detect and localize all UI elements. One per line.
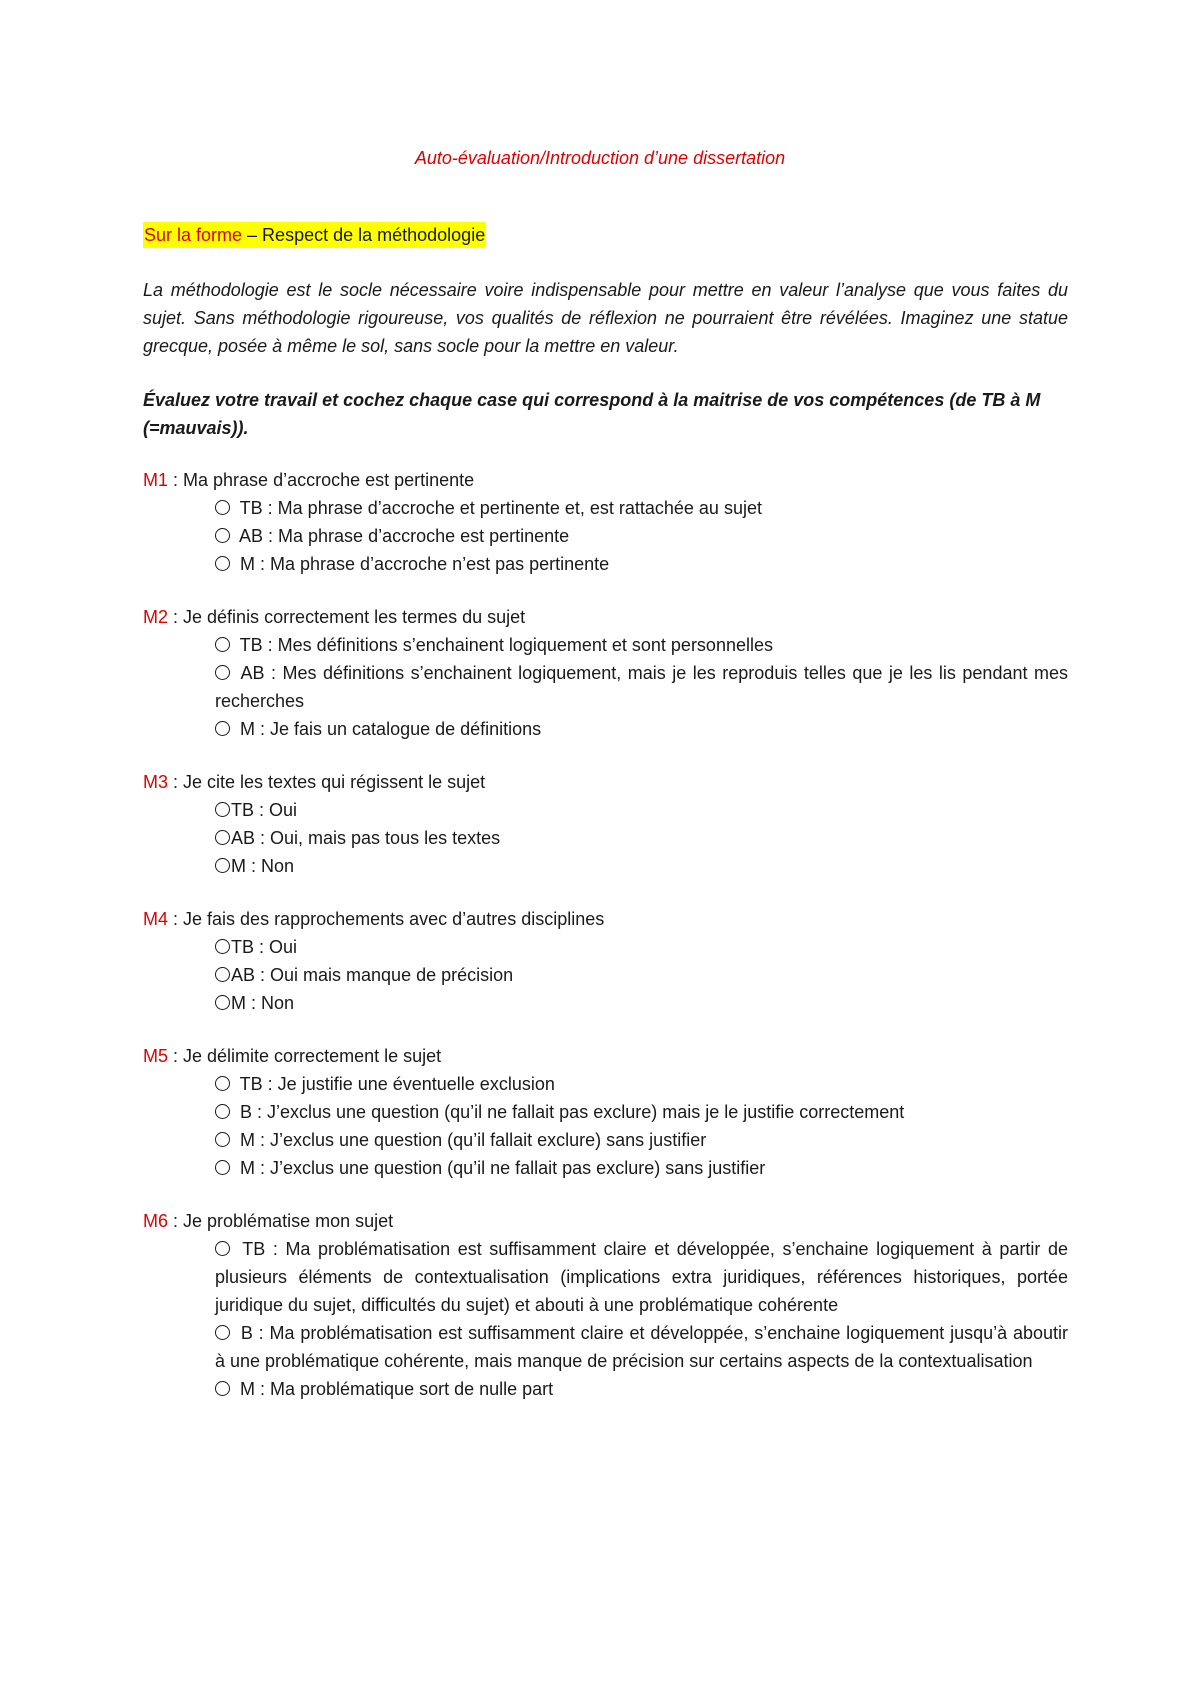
option-label: M : Non (231, 993, 295, 1013)
criterion-label: : Je délimite correctement le sujet (168, 1046, 442, 1066)
section-heading-methodology: – Respect de la méthodologie (242, 225, 486, 245)
option-label: B : J’exclus une question (qu’il ne fallait pas exclure) mais je le justifie correctement (235, 1102, 905, 1122)
radio-circle-icon[interactable] (215, 1325, 230, 1340)
radio-circle-icon[interactable] (215, 721, 230, 736)
option-label: TB : Oui (231, 937, 298, 957)
option-m5-m-2[interactable] (215, 1154, 1068, 1182)
criterion-m1 (143, 466, 1068, 578)
option-m6-tb[interactable] (215, 1235, 1068, 1319)
option-label: TB : Ma problématisation est suffisamment claire et développée, s’enchaine logiquement à partir de plusieurs éléments de contextualisation (implications extra juridiques, références historiques, portée juridique du sujet, difficultés du sujet) et abouti à une problématique cohérente (215, 1239, 1068, 1315)
criterion-label: : Ma phrase d’accroche est pertinente (168, 470, 475, 490)
radio-circle-icon[interactable] (215, 500, 230, 515)
criterion-label: : Je problématise mon sujet (168, 1211, 394, 1231)
option-list (215, 796, 1068, 880)
criterion-m4 (143, 905, 1068, 1017)
radio-circle-icon[interactable] (215, 637, 230, 652)
option-label: TB : Mes définitions s’enchainent logiquement et sont personnelles (235, 635, 773, 655)
radio-circle-icon[interactable] (215, 528, 230, 543)
criterion-heading (143, 466, 1068, 494)
radio-circle-icon[interactable] (215, 967, 230, 982)
option-m6-m[interactable] (215, 1375, 1068, 1403)
criterion-label: : Je définis correctement les termes du sujet (168, 607, 526, 627)
option-label: TB : Ma phrase d’accroche et pertinente et, est rattachée au sujet (235, 498, 762, 518)
section-heading (143, 222, 486, 248)
option-label: M : Non (231, 856, 295, 876)
radio-circle-icon[interactable] (215, 802, 230, 817)
option-list (215, 933, 1068, 1017)
instruction-paragraph: Évaluez votre travail et cochez chaque case qui correspond à la maitrise de vos compétences (de TB à M (=mauvais)). (143, 390, 1041, 438)
option-m4-ab[interactable] (215, 961, 1068, 989)
option-label: AB : Mes définitions s’enchainent logiquement, mais je les reproduis telles que je les lis pendant mes recherches (215, 663, 1068, 711)
intro-paragraph: La méthodologie est le socle nécessaire voire indispensable pour mettre en valeur l’analyse que vous faites du sujet. Sans méthodologie rigoureuse, vos qualités de réflexion ne pourraient être révélées. Imaginez une statue grecque, posée à même le sol, sans socle pour la mettre en valeur. (143, 280, 1068, 356)
criterion-heading (143, 1042, 1068, 1070)
option-label: AB : Ma phrase d’accroche est pertinente (235, 526, 570, 546)
option-m5-b[interactable] (215, 1098, 1068, 1126)
radio-circle-icon[interactable] (215, 995, 230, 1010)
option-label: B : Ma problématisation est suffisamment claire et développée, s’enchaine logiquement jusqu’à aboutir à une problématique cohérente, mais manque de précision sur certains aspects de la contextualisation (215, 1323, 1068, 1371)
option-m6-b[interactable] (215, 1319, 1068, 1375)
option-m5-m-1[interactable] (215, 1126, 1068, 1154)
option-m3-m[interactable] (215, 852, 1068, 880)
option-m4-tb[interactable] (215, 933, 1068, 961)
option-label: TB : Je justifie une éventuelle exclusion (235, 1074, 555, 1094)
radio-circle-icon[interactable] (215, 556, 230, 571)
option-list (215, 1235, 1068, 1403)
criterion-m5 (143, 1042, 1068, 1182)
criterion-heading (143, 768, 1068, 796)
option-label: M : J’exclus une question (qu’il ne fallait pas exclure) sans justifier (235, 1158, 766, 1178)
radio-circle-icon[interactable] (215, 858, 230, 873)
criteria-list (143, 466, 1068, 1428)
radio-circle-icon[interactable] (215, 830, 230, 845)
option-list (215, 631, 1068, 743)
section-heading-form: Sur la forme (144, 225, 243, 245)
criterion-code: M3 (143, 772, 169, 792)
option-label: M : Je fais un catalogue de définitions (235, 719, 542, 739)
criterion-heading (143, 603, 1068, 631)
criterion-heading (143, 905, 1068, 933)
option-m1-m[interactable] (215, 550, 1068, 578)
document-title: Auto-évaluation/Introduction d’une dissertation (414, 148, 786, 168)
option-m1-ab[interactable] (215, 522, 1068, 550)
criterion-m2 (143, 603, 1068, 743)
option-label: AB : Oui, mais pas tous les textes (231, 828, 501, 848)
option-label: M : Ma phrase d’accroche n’est pas pertinente (235, 554, 610, 574)
radio-circle-icon[interactable] (215, 939, 230, 954)
option-m5-tb[interactable] (215, 1070, 1068, 1098)
option-m2-ab[interactable] (215, 659, 1068, 715)
radio-circle-icon[interactable] (215, 1381, 230, 1396)
criterion-m6 (143, 1207, 1068, 1403)
option-label: TB : Oui (231, 800, 298, 820)
criterion-label: : Je cite les textes qui régissent le sujet (168, 772, 486, 792)
option-label: AB : Oui mais manque de précision (231, 965, 514, 985)
criterion-code: M2 (143, 607, 169, 627)
criterion-heading (143, 1207, 1068, 1235)
radio-circle-icon[interactable] (215, 1241, 230, 1256)
option-list (215, 1070, 1068, 1182)
option-m2-m[interactable] (215, 715, 1068, 743)
option-m3-ab[interactable] (215, 824, 1068, 852)
criterion-code: M4 (143, 909, 169, 929)
criterion-m3 (143, 768, 1068, 880)
option-m4-m[interactable] (215, 989, 1068, 1017)
criterion-label: : Je fais des rapprochements avec d’autres disciplines (168, 909, 605, 929)
radio-circle-icon[interactable] (215, 665, 230, 680)
criterion-code: M6 (143, 1211, 169, 1231)
option-m1-tb[interactable] (215, 494, 1068, 522)
criterion-code: M5 (143, 1046, 169, 1066)
radio-circle-icon[interactable] (215, 1076, 230, 1091)
option-m3-tb[interactable] (215, 796, 1068, 824)
option-label: M : Ma problématique sort de nulle part (235, 1379, 554, 1399)
option-list (215, 494, 1068, 578)
option-label: M : J’exclus une question (qu’il fallait exclure) sans justifier (235, 1130, 707, 1150)
radio-circle-icon[interactable] (215, 1104, 230, 1119)
radio-circle-icon[interactable] (215, 1160, 230, 1175)
criterion-code: M1 (143, 470, 169, 490)
radio-circle-icon[interactable] (215, 1132, 230, 1147)
option-m2-tb[interactable] (215, 631, 1068, 659)
